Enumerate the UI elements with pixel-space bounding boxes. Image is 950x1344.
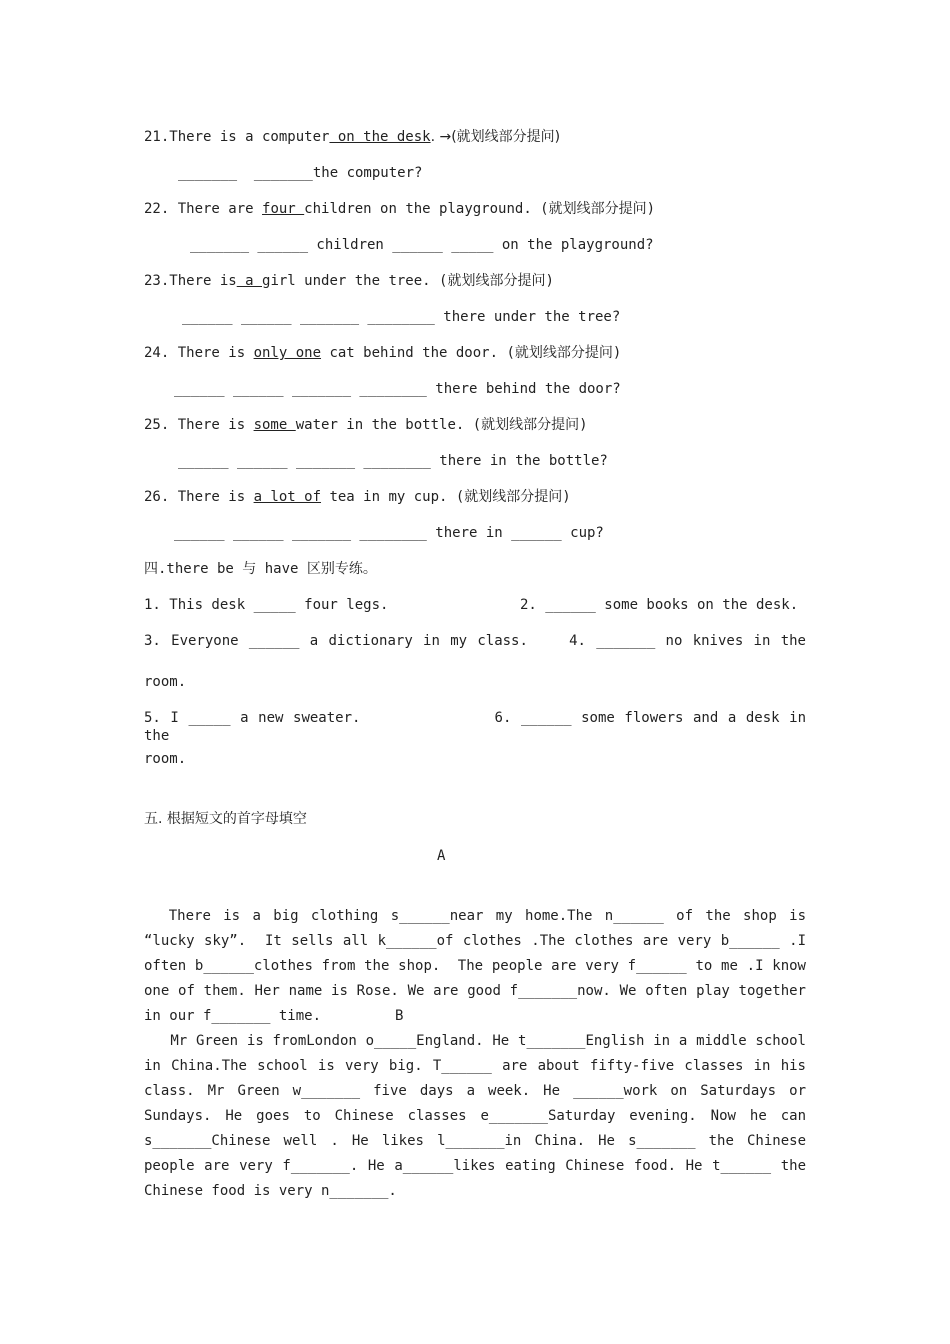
exercise-item-4-continued: room. (144, 674, 187, 690)
exercise-item-2: 2. ______ some books on the desk. (520, 597, 799, 613)
passage-a-line: There is a big clothing s______near my home.The n______ of the shop is (144, 908, 806, 924)
passage-b-line: class. Mr Green w_______ five days a week. He ______work on Saturdays or (144, 1083, 806, 1099)
passage-b-line: Mr Green is fromLondon o_____England. He t_______English in a middle school (144, 1033, 806, 1049)
passage-b-line: Sundays. He goes to Chinese classes e_______Saturday evening. Now he can (144, 1108, 806, 1124)
answer-23: ______ ______ _______ ________ there under the tree? (182, 309, 621, 325)
exercise-items-3-4: 3. Everyone ______ a dictionary in my class. 4. _______ no knives in the (144, 633, 806, 649)
answer-25: ______ ______ _______ ________ there in the bottle? (178, 453, 608, 469)
exercise-item-1: 1. This desk _____ four legs. (144, 597, 389, 613)
question-26: 26. There is a lot of tea in my cup. (就划线部分提问) (144, 489, 571, 505)
passage-a-line: in our f_______ time. (144, 1008, 322, 1024)
exercise-item-6-continued: room. (144, 751, 187, 767)
passage-b (144, 1029, 806, 1204)
answer-24: ______ ______ _______ ________ there behind the door? (174, 381, 621, 397)
passage-b-line: s_______Chinese well . He likes l_______in China. He s_______ the Chinese (144, 1133, 806, 1149)
passage-a-label: A (437, 848, 446, 864)
question-21: 21.There is a computer on the desk. →(就划线部分提问) (144, 129, 561, 145)
question-22: 22. There are four children on the playground. (就划线部分提问) (144, 201, 656, 217)
passage-a-line: often b______clothes from the shop. The people are very f______ to me .I know (144, 958, 806, 974)
passage-b-line: Chinese food is very n_______. (144, 1183, 397, 1199)
passage-b-label: B (395, 1008, 404, 1024)
passage-a-line: “lucky sky”. It sells all k______of clothes .The clothes are very b______ .I (144, 933, 806, 949)
question-23: 23.There is a girl under the tree. (就划线部分提问) (144, 273, 554, 289)
answer-22: _______ ______ children ______ _____ on the playground? (190, 237, 654, 253)
question-25: 25. There is some water in the bottle. (就划线部分提问) (144, 417, 588, 433)
passage-a-line: one of them. Her name is Rose. We are good f_______now. We often play together (144, 983, 806, 999)
answer-26: ______ ______ _______ ________ there in ______ cup? (174, 525, 604, 541)
passage-b-line: people are very f_______. He a______likes eating Chinese food. He t______ the (144, 1158, 806, 1174)
section-4-title: 四.there be 与 have 区别专练。 (144, 561, 377, 577)
answer-21: _______ _______the computer? (178, 165, 423, 181)
section-5-title: 五. 根据短文的首字母填空 (144, 811, 307, 827)
question-24: 24. There is only one cat behind the door. (就划线部分提问) (144, 345, 622, 361)
exercise-items-5-6: 5. I _____ a new sweater. 6. ______ some flowers and a desk in the (144, 710, 807, 744)
passage-b-line: in China.The school is very big. T______ are about fifty-five classes in his (144, 1058, 806, 1074)
passage-a (144, 879, 806, 1054)
